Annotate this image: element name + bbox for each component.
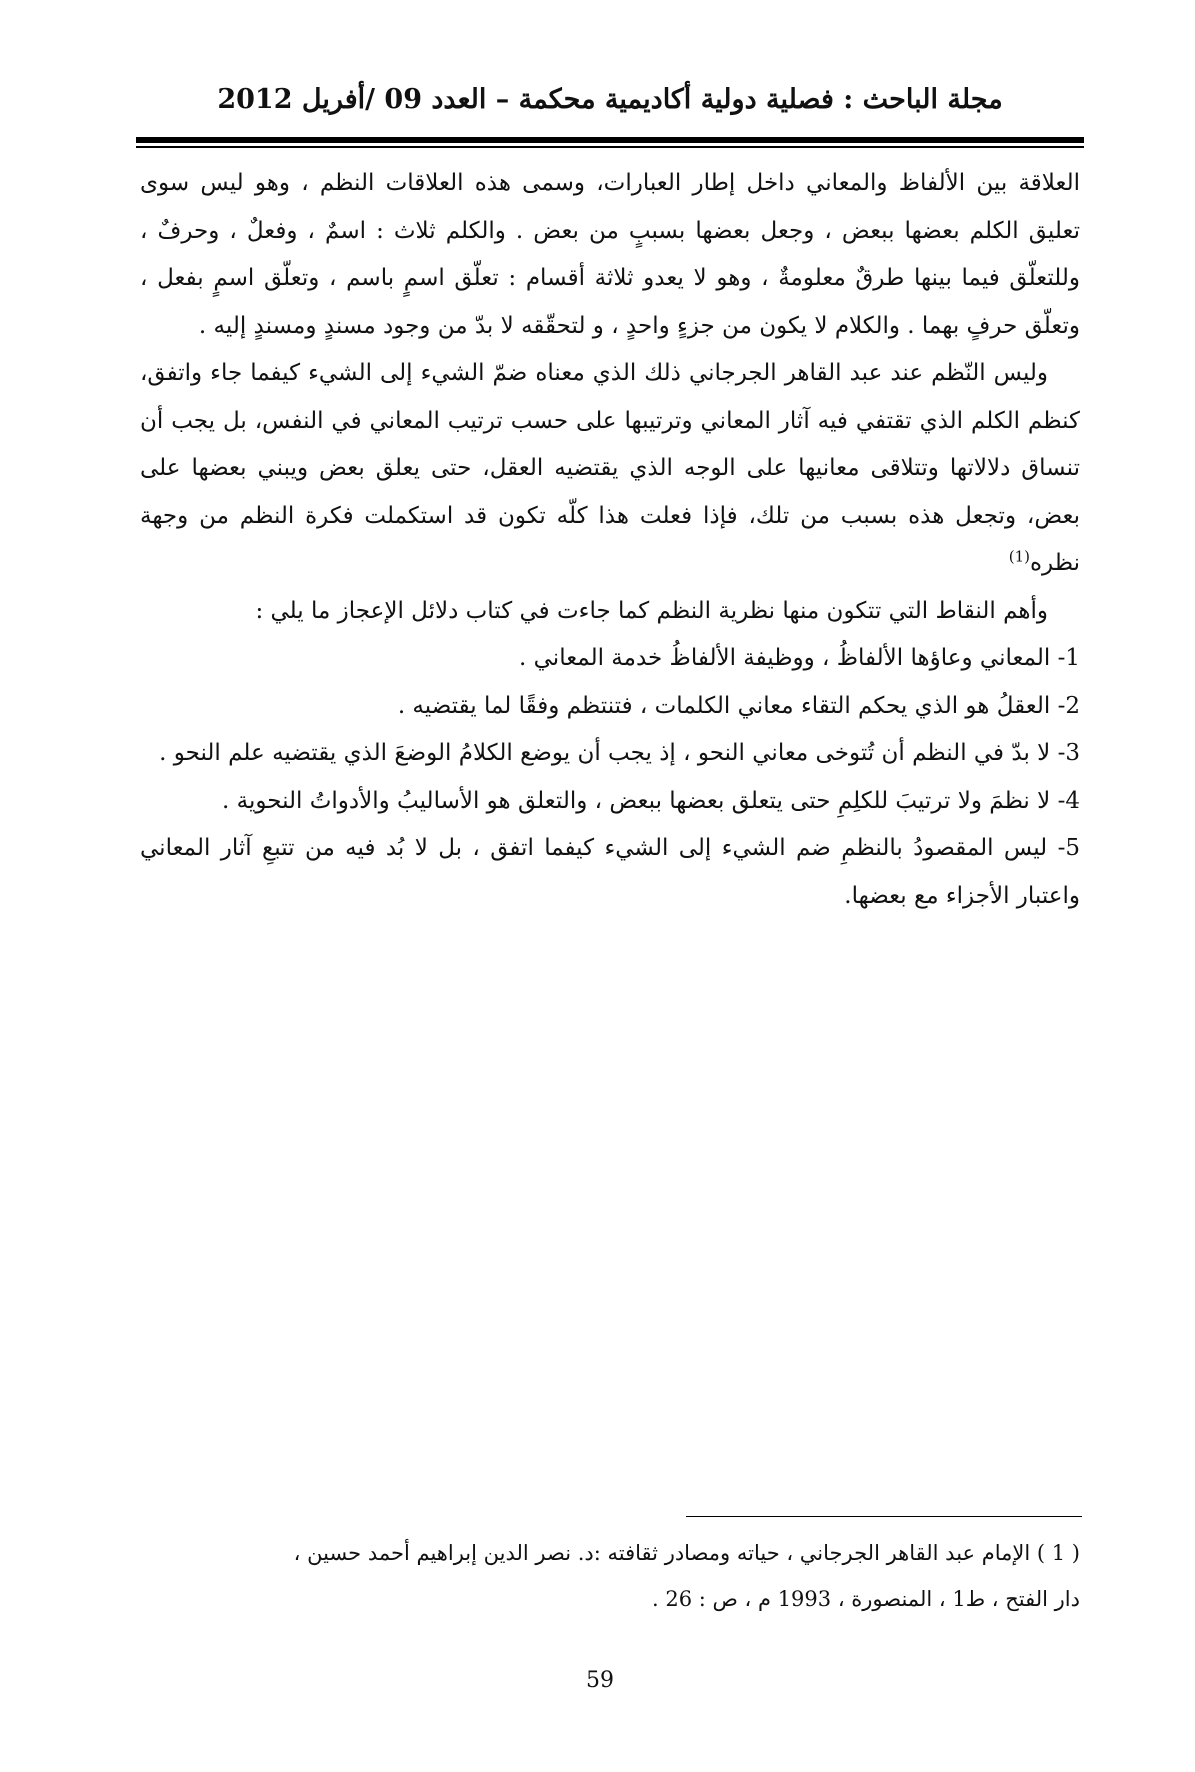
paragraph-2: [140, 350, 1080, 588]
body-text: [140, 160, 1080, 920]
list-item: 4- لا نظمَ ولا ترتيبَ للكلِمِ حتى يتعلق بعضها ببعض ، والتعلق هو الأساليبُ والأدواتُ النحوية .: [221, 787, 1080, 814]
list-item: 1- المعاني وعاؤها الألفاظُ ، ووظيفة الألفاظُ خدمة المعاني .: [519, 645, 1080, 671]
header-rule-thick: [136, 137, 1084, 143]
journal-header: مجلة الباحث : فصلية دولية أكاديمية محكمة – العدد 09 /أفريل 2012: [217, 84, 1003, 115]
header-rule-thin: [136, 146, 1084, 148]
footnote-line-1: ( 1 ) الإمام عبد القاهر الجرجاني ، حياته ومصادر ثقافته :د. نصر الدين إبراهيم أحمد حسين ،: [293, 1541, 1080, 1565]
paragraph-1: العلاقة بين الألفاظ والمعاني داخل إطار العبارات، وسمى هذه العلاقات النظم ، وهو ليس سوى تعليق الكلم بعضها ببعض ، وجعل بعضها بسببٍ من بعض . والكلم ثلاث : اسمٌ ، وفعلٌ ، وحرفٌ ، وللتعلّق فيما بينها طرقٌ معلومةٌ ، وهو لا يعدو ثلاثة أقسام : تعلّق اسمٍ باسم ، وتعلّق اسمٍ بفعل ، وتعلّق حرفٍ بهما . والكلام لا يكون من جزءٍ واحدٍ ، و لتحقّقه لا بدّ من وجود مسندٍ ومسندٍ إليه .: [140, 170, 1080, 339]
list-item: 2- العقلُ هو الذي يحكم التقاء معاني الكلمات ، فتنتظم وفقًا لما يقتضيه .: [397, 692, 1080, 719]
footnote-reference: (1): [1008, 547, 1030, 566]
footnote-line-2: دار الفتح ، ط1 ، المنصورة ، 1993 م ، ص : 26 .: [651, 1587, 1080, 1611]
paragraph-2-text: وليس النّظم عند عبد القاهر الجرجاني ذلك الذي معناه ضمّ الشيء إلى الشيء كيفما جاء واتفق، كنظم الكلم الذي تقتفي فيه آثار المعاني وترتيبها على حسب ترتيب المعاني في النفس، بل يجب أن تنساق دلالاتها وتتلاقى معانيها على الوجه الذي يقتضيه العقل، حتى يعلق بعض ويبني بعضها على بعض، وتجعل هذه بسبب من تلك، فإذا فعلت هذا كلّه تكون قد استكملت فكرة النظم من وجهة نظره: [140, 360, 1080, 576]
footnote: [140, 1530, 1080, 1622]
list-item: 5- ليس المقصودُ بالنظمِ ضم الشيء إلى الشيء كيفما اتفق ، بل لا بُد فيه من تتبعِ آثار المعاني واعتبار الأجزاء مع بعضها.: [140, 835, 1080, 909]
list-item: 3- لا بدّ في النظم أن تُتوخى معاني النحو ، إذ يجب أن يوضع الكلامُ الوضعَ الذي يقتضيه علم النحو .: [159, 740, 1080, 766]
paragraph-3: وأهم النقاط التي تتكون منها نظرية النظم كما جاءت في كتاب دلائل الإعجاز ما يلي :: [255, 597, 1048, 624]
footnote-separator: [686, 1516, 1082, 1517]
page-number: 59: [586, 1668, 614, 1693]
